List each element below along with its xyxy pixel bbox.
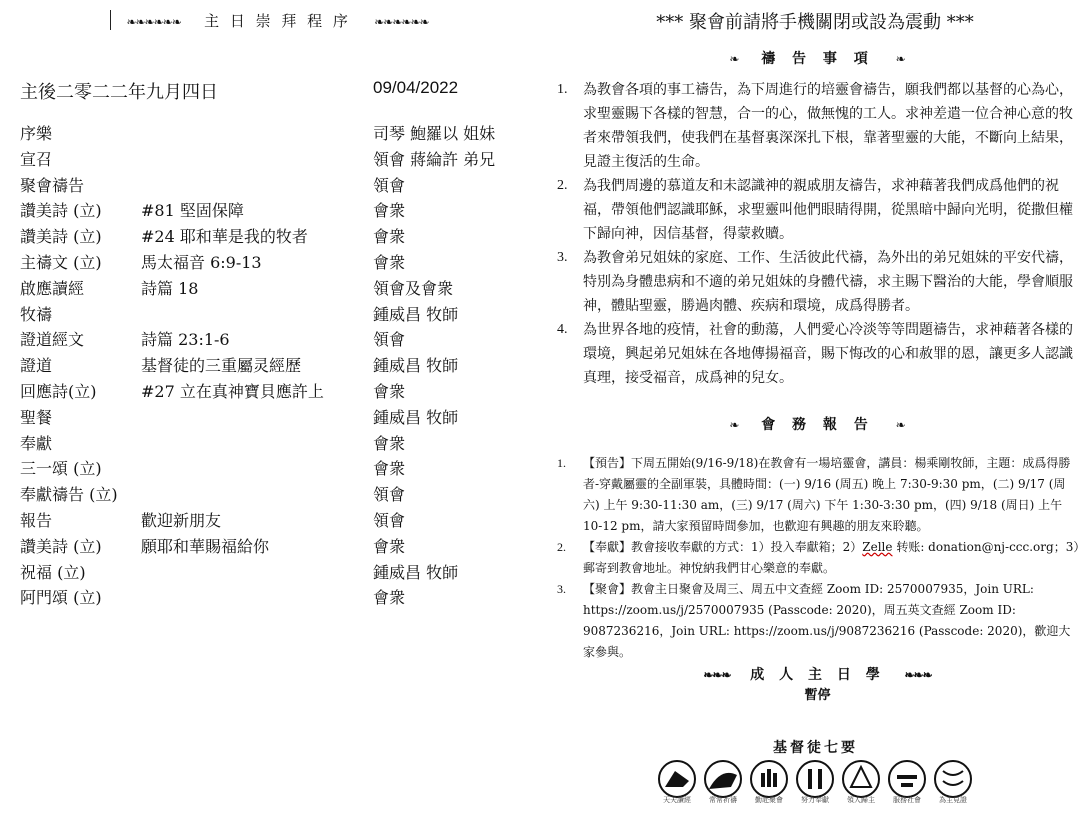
program-person: 司琴 鮑羅以 姐妹 bbox=[373, 124, 496, 143]
program-row bbox=[20, 224, 520, 250]
report-heading bbox=[545, 414, 1090, 434]
ornament-icon: ❧ bbox=[729, 52, 740, 66]
service-order-title: 主 日 崇 拜 程 序 bbox=[204, 12, 351, 30]
program-row bbox=[20, 121, 520, 147]
program-row bbox=[20, 482, 520, 508]
service-order-heading bbox=[110, 10, 445, 31]
service-date bbox=[20, 78, 490, 104]
program-item: 奉獻 bbox=[20, 433, 53, 453]
seven-caption: 領人歸主 bbox=[847, 796, 875, 804]
program-content: 詩篇 18 bbox=[141, 278, 199, 298]
program-content: #24 耶和華是我的牧者 bbox=[141, 227, 308, 247]
program-content: #81 堅固保障 bbox=[141, 201, 244, 221]
prayer-number: 3. bbox=[557, 250, 568, 265]
witness-icon bbox=[935, 761, 971, 797]
prayer-item bbox=[557, 78, 1082, 174]
program-item: 證道經文 bbox=[20, 330, 85, 350]
program-item: 讚美詩 (立) bbox=[20, 227, 102, 247]
adult-school-heading bbox=[545, 664, 1090, 684]
prayer-heading bbox=[545, 48, 1090, 68]
report-text-post: 转账: donation@nj-ccc.org；3）郵寄到教會地址。神悅納我們甘心樂意的奉獻。 bbox=[583, 540, 1080, 575]
prayer-item bbox=[557, 174, 1082, 246]
seven-essentials-title: 基督徒七要 bbox=[773, 740, 858, 756]
prayer-number: 4. bbox=[557, 322, 568, 337]
program-person: 會衆 bbox=[373, 252, 406, 272]
program-row bbox=[20, 508, 520, 534]
report-item bbox=[557, 453, 1082, 537]
program-row bbox=[20, 173, 520, 199]
program-person: 會衆 bbox=[373, 433, 406, 453]
prayer-text: 為世界各地的疫情，社會的動蕩，人們愛心冷淡等等問題禱告，求神藉著各樣的環境，興起弟兄姐妹在各地傳揚福音，賜下悔改的心和赦罪的恩，讓更多人認識真理，接受福音，成爲神的兒女。 bbox=[583, 322, 1073, 386]
program-content: 馬太福音 6:9-13 bbox=[141, 252, 262, 272]
prayer-item bbox=[557, 246, 1082, 318]
prayer-heading-text: 禱 告 事 項 bbox=[761, 51, 874, 67]
date-chinese: 主後二零二二年九月四日 bbox=[20, 82, 218, 103]
program-row bbox=[20, 431, 520, 457]
program-person: 領會 bbox=[373, 510, 406, 530]
prayer-item bbox=[557, 318, 1082, 390]
right-page bbox=[545, 0, 1090, 821]
program-item: 讚美詩 (立) bbox=[20, 536, 102, 556]
program-person: 會衆 bbox=[373, 227, 406, 247]
prayer-text: 為教會弟兄姐妹的家庭、工作、生活彼此代禱，為外出的弟兄姐妹的平安代禱，特別為身體患病和不適的弟兄姐妹的身體代禱，求主賜下醫治的大能，學會順服神，體貼聖靈，勝過肉體、疾病和環境，成爲得勝者。 bbox=[583, 250, 1073, 314]
ornament-icon: ❧ bbox=[895, 52, 906, 66]
program-content: 詩篇 23:1-6 bbox=[141, 330, 230, 350]
zelle-link: Zelle bbox=[862, 540, 893, 554]
program-person: 領會 bbox=[373, 485, 406, 505]
prayer-list bbox=[557, 78, 1082, 390]
ornament-right: ❧❧❧❧❧❧ bbox=[374, 15, 429, 29]
report-item bbox=[557, 579, 1082, 663]
program-person: 領會 蔣綸許 弟兄 bbox=[373, 149, 496, 169]
report-heading-text: 會 務 報 告 bbox=[761, 417, 874, 433]
program-row bbox=[20, 379, 520, 405]
program-item: 宣召 bbox=[20, 149, 53, 169]
prayer-number: 1. bbox=[557, 82, 568, 97]
program-person: 會衆 bbox=[373, 536, 406, 556]
report-text: 【聚會】教會主日聚會及周三、周五中文查經 Zoom ID: 2570007935，Join URL: https://zoom.us/j/2570007935 (Passcode: 2020)，周五英文查經 Zoom ID: 9087236216，Join URL: https://zoom.us/j/9087236216 (Passcode: 2020)，歡迎大家參與。 bbox=[583, 582, 1071, 659]
prayer-text: 為教會各項的事工禱告，為下周進行的培靈會禱告，願我們都以基督的心為心，求聖靈賜下各樣的智慧，合一的心，做無愧的工人。求神差遣一位合神心意的牧者來帶領我們，使我們在基督裏深深扎下根，靠著聖靈的大能，不斷向上結果，見證主復活的生命。 bbox=[583, 82, 1073, 170]
phone-notice: *** 聚會前請將手機關閉或設為震動 *** bbox=[656, 12, 974, 33]
service-program bbox=[20, 121, 520, 611]
program-item: 報告 bbox=[20, 510, 53, 530]
prayer-text: 為我們周邊的慕道友和未認識神的親戚朋友禱告，求神藉著我們成爲他們的祝福，帶領他們認識耶穌，求聖靈叫他們眼睛得開，從黑暗中歸向光明，從撒但權下歸向神，因信基督，得蒙救贖。 bbox=[583, 178, 1073, 242]
program-item: 三一頌 (立) bbox=[20, 459, 102, 479]
adult-school-heading-text: 成 人 主 日 學 bbox=[750, 667, 885, 683]
program-person: 鍾威昌 牧師 bbox=[373, 407, 459, 427]
program-item: 證道 bbox=[20, 356, 53, 376]
program-row bbox=[20, 327, 520, 353]
program-content: 願耶和華賜福給你 bbox=[141, 536, 270, 556]
report-number: 3. bbox=[557, 582, 566, 596]
offering-icon bbox=[797, 761, 833, 797]
program-item: 祝福 (立) bbox=[20, 562, 86, 582]
ornament-icon: ❧ bbox=[729, 418, 740, 432]
program-item: 聚會禱告 bbox=[20, 175, 85, 195]
program-item: 聖餐 bbox=[20, 407, 53, 427]
report-item bbox=[557, 537, 1082, 579]
program-person: 領會 bbox=[373, 330, 406, 350]
program-person: 會衆 bbox=[373, 201, 406, 221]
adult-school-status: 暫停 bbox=[804, 688, 831, 703]
program-person: 鍾威昌 牧師 bbox=[373, 562, 459, 582]
program-row bbox=[20, 560, 520, 586]
ornament-icon: ❧ bbox=[895, 418, 906, 432]
report-text: 【預告】下周五開始(9/16-9/18)在教會有一場培靈會，講員：楊乘剛牧師，主題：成爲得勝者-穿戴屬靈的全副軍裝，具體時間：(一) 9/16 (周五) 晚上 7:30-9:30 pm，(二) 9/17 (周六) 上午 9:30-11:30 am，(三) 9/17 (周六) 下午 1:30-3:30 pm，(四) 9/18 (周日) 上午 10-12 pm，請大家預留時間參加，也歡迎有興趣的朋友來聆聽。 bbox=[583, 456, 1071, 533]
program-person: 鍾威昌 牧師 bbox=[373, 304, 459, 324]
program-person: 會衆 bbox=[373, 381, 406, 401]
seven-caption: 服務社會 bbox=[893, 796, 921, 804]
program-person: 會衆 bbox=[373, 459, 406, 479]
report-list bbox=[557, 453, 1082, 663]
seven-caption: 勤赴聚會 bbox=[755, 796, 783, 804]
date-numeric: 09/04/2022 bbox=[373, 78, 459, 97]
program-content: 基督徒的三重屬灵經歷 bbox=[141, 356, 302, 376]
program-person: 領會 bbox=[373, 175, 406, 195]
program-item: 回應詩(立) bbox=[20, 381, 97, 401]
program-row bbox=[20, 456, 520, 482]
seven-caption: 常常祈禱 bbox=[709, 796, 737, 804]
program-item: 牧禱 bbox=[20, 304, 53, 324]
program-person: 鍾威昌 牧師 bbox=[373, 356, 459, 376]
seven-caption: 為主見證 bbox=[939, 796, 967, 804]
program-row bbox=[20, 250, 520, 276]
program-item: 讚美詩 (立) bbox=[20, 201, 102, 221]
program-item: 啟應讀經 bbox=[20, 278, 85, 298]
program-person: 領會及會衆 bbox=[373, 278, 454, 298]
program-row bbox=[20, 198, 520, 224]
program-row bbox=[20, 534, 520, 560]
ornament-icon: ❧❧❧ bbox=[703, 668, 731, 682]
program-item: 奉獻禱告 (立) bbox=[20, 485, 118, 505]
program-item: 序樂 bbox=[20, 124, 53, 143]
program-content: #27 立在真神寶貝應許上 bbox=[141, 381, 324, 401]
prayer-number: 2. bbox=[557, 178, 568, 193]
program-item: 主禱文 (立) bbox=[20, 252, 102, 272]
seven-caption: 努力奉獻 bbox=[801, 796, 829, 804]
program-person: 會衆 bbox=[373, 588, 406, 608]
program-content: 歡迎新朋友 bbox=[141, 510, 222, 530]
report-text-pre: 【奉獻】教會接收奉獻的方式：1）投入奉獻箱；2） bbox=[583, 540, 863, 554]
program-row bbox=[20, 353, 520, 379]
report-number: 2. bbox=[557, 540, 566, 554]
report-number: 1. bbox=[557, 456, 566, 470]
ornament-left: ❧❧❧❧❧❧ bbox=[126, 15, 181, 29]
program-row bbox=[20, 302, 520, 328]
program-row bbox=[20, 405, 520, 431]
seven-essentials-logo bbox=[653, 737, 978, 817]
program-row bbox=[20, 585, 520, 611]
seven-caption: 天天讀經 bbox=[663, 796, 691, 804]
ornament-icon: ❧❧❧ bbox=[904, 668, 932, 682]
program-row bbox=[20, 147, 520, 173]
program-item: 阿門頌 (立) bbox=[20, 588, 102, 608]
program-row bbox=[20, 276, 520, 302]
